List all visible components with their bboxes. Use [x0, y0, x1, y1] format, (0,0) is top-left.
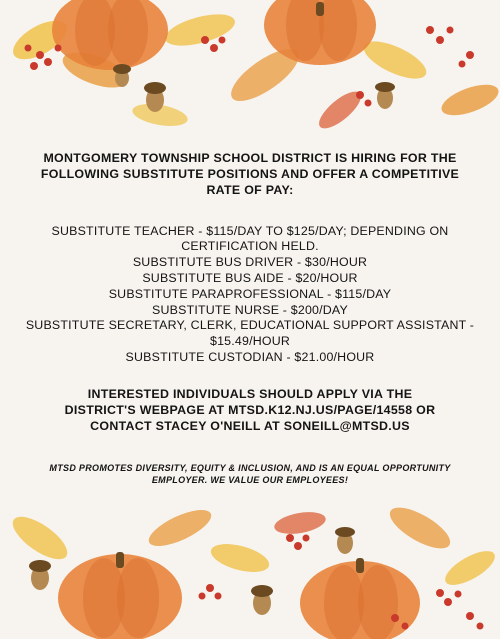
equal-opportunity-statement: MTSD PROMOTES DIVERSITY, EQUITY & INCLUSION, AND IS AN EQUAL OPPORTUNITY EMPLOYER. WE VALUE OUR EMPLOYEES! [49, 462, 451, 486]
contact-email-link[interactable]: SONEILL@MTSD.US [283, 418, 410, 433]
hiring-headline: MONTGOMERY TOWNSHIP SCHOOL DISTRICT IS HIRING FOR THE FOLLOWING SUBSTITUTE POSITIONS AND OFFER A COMPETITIVE RATE OF PAY: [40, 151, 460, 198]
position-item: SUBSTITUTE NURSE - $200/DAY [152, 302, 348, 317]
position-item: SUBSTITUTE SECRETARY, CLERK, EDUCATIONAL SUPPORT ASSISTANT - $15.49/HOUR [25, 318, 475, 349]
apply-webpage-prefix: DISTRICT'S WEBPAGE AT [64, 402, 225, 417]
pumpkin-icon [58, 552, 182, 639]
autumn-decoration-top [0, 0, 500, 140]
position-item: SUBSTITUTE BUS DRIVER - $30/HOUR [132, 255, 368, 270]
positions-list [24, 224, 476, 366]
apply-intro: INTERESTED INDIVIDUALS SHOULD APPLY VIA THE [87, 386, 413, 401]
position-item: SUBSTITUTE PARAPROFESSIONAL - $115/DAY [108, 286, 392, 301]
position-item: SUBSTITUTE BUS AIDE - $20/HOUR [142, 271, 358, 285]
apply-instructions [24, 386, 476, 434]
autumn-decoration-bottom [0, 498, 500, 639]
flyer-content [24, 150, 476, 487]
apply-webpage-line [24, 402, 476, 418]
apply-or: OR [416, 402, 436, 417]
position-item: SUBSTITUTE TEACHER - $115/DAY TO $125/DAY; DEPENDING ON CERTIFICATION HELD. [51, 223, 449, 254]
apply-contact-line [24, 418, 476, 434]
district-webpage-link[interactable]: MTSD.K12.NJ.US/PAGE/14558 [228, 402, 413, 417]
apply-contact-prefix: CONTACT STACEY O'NEILL AT [90, 418, 281, 433]
position-item: SUBSTITUTE CUSTODIAN - $21.00/HOUR [125, 349, 375, 364]
